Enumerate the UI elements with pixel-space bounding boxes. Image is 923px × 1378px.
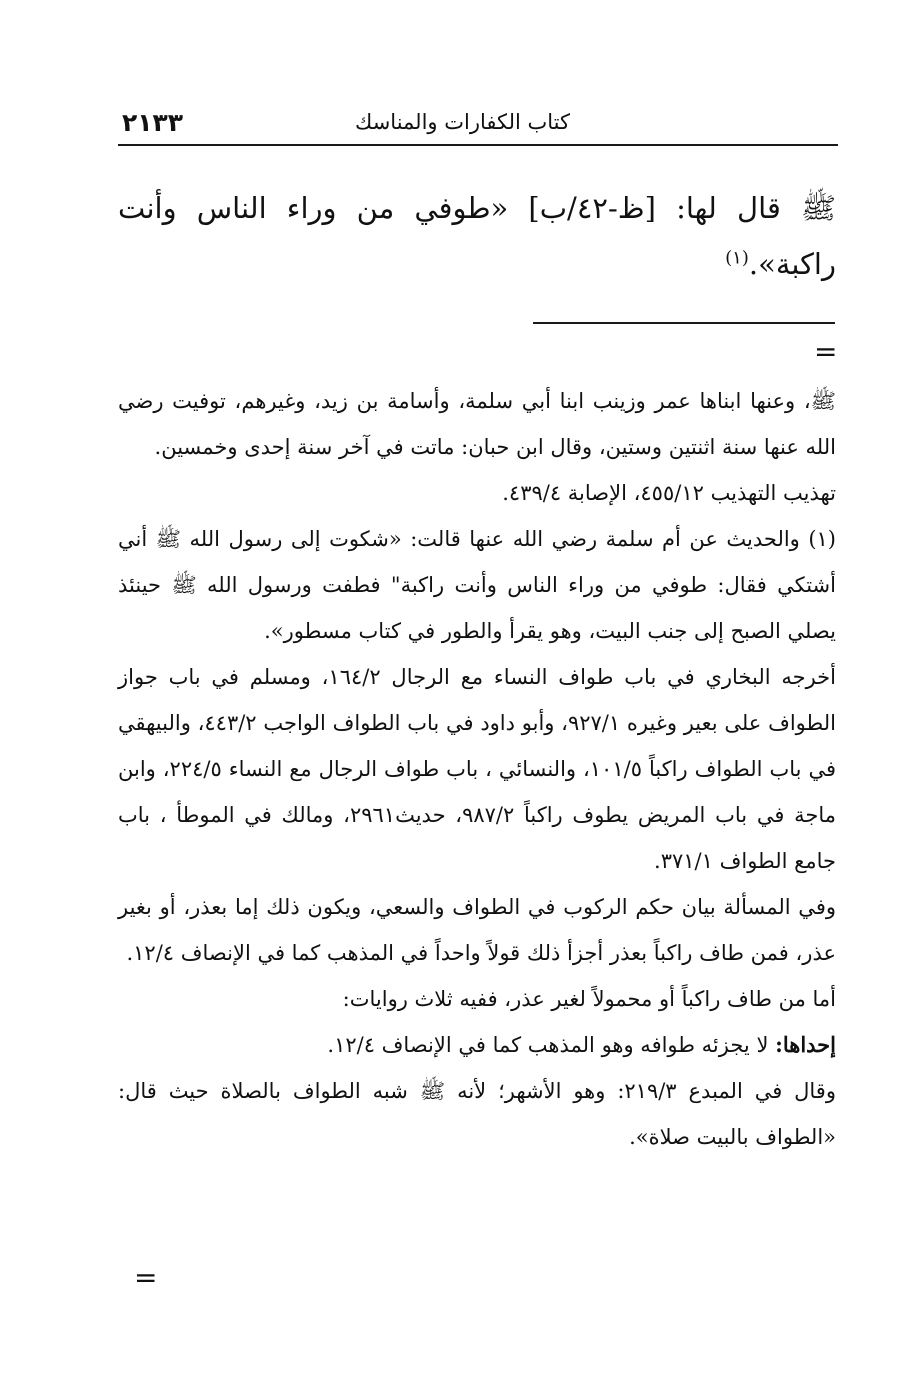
continuation-mark-top: = — [814, 335, 838, 368]
footnote-takhrij: أخرجه البخاري في باب طواف النساء مع الرجال ١٦٤/٢، ومسلم في باب جواز الطواف على بعير وغيره ٩٢٧/١، وأبو داود في باب الطواف الواجب ٤٤٣/٢، والبيهقي في باب الطواف راكباً ١٠١/٥، والنسائي ، باب طواف الرجال مع النساء ٢٢٤/٥، وابن ماجة في باب المريض يطوف راكباً ٩٨٧/٢، حديث٢٩٦١، ومالك في الموطأ ، باب جامع الطواف ٣٧١/١. — [118, 665, 836, 873]
continuation-mark-bottom: = — [134, 1261, 158, 1294]
footnote-separator — [533, 322, 835, 324]
page-header — [118, 108, 838, 148]
header-rule — [118, 144, 838, 146]
footnote-reference: (١) — [725, 247, 749, 269]
footnote-continuation: ﷺ، وعنها ابناها عمر وزينب ابنا أبي سلمة، وأسامة بن زيد، وغيرهم، توفيت رضي الله عنها سنة اثنتين وستين، وقال ابن حبان: ماتت في آخر سنة إحدى وخمسين. — [118, 389, 836, 459]
footnote-1: (١) والحديث عن أم سلمة رضي الله عنها قالت: «شكوت إلى رسول الله ﷺ أني أشتكي فقال: طوفي من وراء الناس وأنت راكبة" فطفت ورسول الله ﷺ حينئذ يصلي الصبح إلى جنب البيت، وهو يقرأ والطور في كتاب مسطور». — [118, 527, 836, 643]
page-number: ٢١٣٣ — [122, 108, 184, 137]
footnote-riwayat-intro: أما من طاف راكباً أو محمولاً لغير عذر، ففيه ثلاث روايات: — [342, 987, 836, 1011]
footnote-mubdi: وقال في المبدع ٢١٩/٣: وهو الأشهر؛ لأنه ﷺ شبه الطواف بالصلاة حيث قال: «الطواف بالبيت صلاة». — [118, 1079, 836, 1149]
footnote-first-riwaya — [118, 1022, 836, 1068]
footnote-source: تهذيب التهذيب ٤٥٥/١٢، الإصابة ٤٣٩/٤. — [502, 481, 836, 505]
first-riwaya-text: لا يجزئه طوافه وهو المذهب كما في الإنصاف ١٢/٤. — [327, 1033, 776, 1057]
footnotes-section — [118, 378, 836, 1160]
footnote-masala: وفي المسألة بيان حكم الركوب في الطواف والسعي، ويكون ذلك إما بعذر، أو بغير عذر، فمن طاف راكباً بعذر أجزأ ذلك قولاً واحداً في المذهب كما في الإنصاف ١٢/٤. — [118, 895, 836, 965]
running-title: كتاب الكفارات والمناسك — [355, 110, 570, 134]
main-text — [118, 180, 836, 292]
first-riwaya-label: إحداها: — [775, 1032, 836, 1057]
main-text-body: ﷺ قال لها: [ظ-٤٢/ب] «طوفي من وراء الناس وأنت راكبة». — [118, 191, 837, 281]
